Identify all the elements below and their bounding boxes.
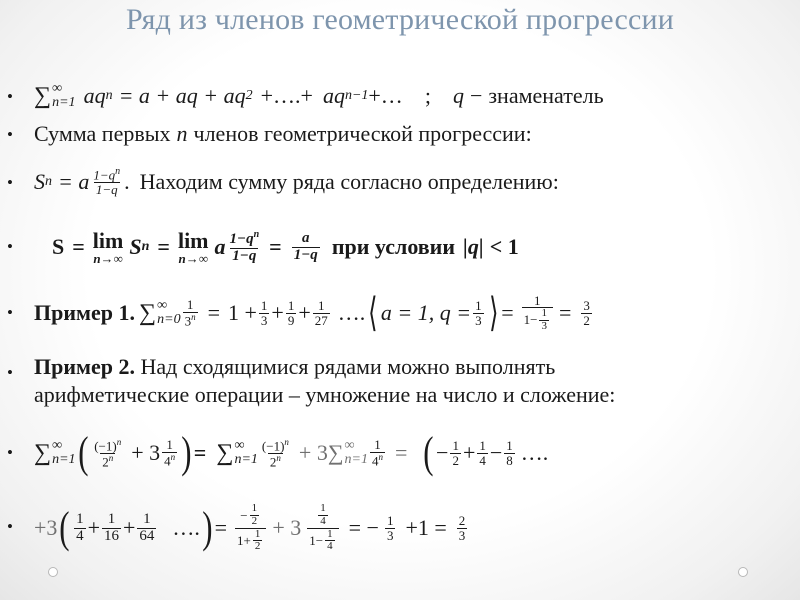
lim: lim bbox=[92, 227, 124, 253]
limit-fraction bbox=[228, 230, 262, 265]
eq-a: = a bbox=[58, 168, 90, 194]
sn-symbol: S bbox=[129, 233, 142, 259]
series-term-exp: n bbox=[105, 88, 113, 104]
den-one-minus: 1− bbox=[309, 532, 324, 548]
num: 1 bbox=[452, 437, 459, 453]
den: 2 bbox=[452, 452, 459, 468]
term-fraction bbox=[183, 298, 198, 328]
num-minus: − bbox=[240, 507, 248, 523]
num: 1 bbox=[320, 502, 326, 515]
sum-limits bbox=[52, 439, 75, 467]
den: 3 bbox=[541, 319, 547, 332]
sum-limits bbox=[157, 299, 180, 327]
plus-3-sum: + 3∑ bbox=[298, 439, 344, 465]
num: 1 bbox=[318, 297, 325, 313]
lim-under: n→∞ bbox=[93, 250, 123, 266]
den-exp: n bbox=[170, 451, 176, 462]
quarter-fraction bbox=[162, 438, 177, 468]
den: 1−q bbox=[293, 246, 318, 263]
dots: …. bbox=[337, 299, 366, 325]
result-fraction bbox=[292, 231, 320, 264]
plus: + bbox=[87, 514, 100, 540]
den: 4 bbox=[164, 453, 171, 469]
semicolon: ; bbox=[424, 82, 431, 108]
formula-row-8 bbox=[0, 498, 800, 558]
third-fraction bbox=[385, 514, 396, 542]
den: 3 bbox=[260, 312, 268, 328]
example-1 bbox=[34, 288, 594, 338]
sum-lower: n=0 bbox=[157, 312, 181, 327]
sn-sub: n bbox=[141, 239, 150, 255]
fraction-1-9 bbox=[286, 299, 297, 327]
num: 1 bbox=[166, 437, 173, 453]
den: 2 bbox=[269, 453, 277, 469]
ellipsis-plus: +….+ bbox=[260, 82, 313, 108]
den-fraction bbox=[325, 529, 335, 553]
left-paren-2: ( bbox=[423, 428, 434, 477]
lead-plus-3: +3 bbox=[34, 514, 58, 540]
fraction-1-27 bbox=[313, 299, 330, 327]
example-2-text-2: арифметические операции – умножение на число и сложение: bbox=[34, 382, 616, 407]
bullet: • bbox=[7, 87, 13, 106]
sum-limits-2 bbox=[234, 439, 257, 467]
half-fraction bbox=[450, 439, 461, 467]
num: 1 bbox=[107, 510, 116, 527]
dots: … bbox=[520, 439, 543, 465]
minus-2: − bbox=[489, 439, 503, 465]
definition-text: Находим сумму ряда согласно определению: bbox=[139, 168, 559, 194]
num: 1−q bbox=[229, 230, 254, 247]
corner-decoration-left bbox=[48, 567, 58, 577]
right-angle: ⟩ bbox=[488, 290, 499, 335]
less-than: < 1 bbox=[489, 233, 519, 259]
den: 4 bbox=[371, 453, 379, 469]
num: 1 bbox=[186, 297, 194, 313]
sum-upper: ∞ bbox=[234, 438, 245, 453]
num: 1 bbox=[251, 502, 258, 515]
general-term-exp: n−1 bbox=[344, 88, 369, 104]
num: 1 bbox=[287, 297, 295, 313]
sum-lower: n=1 bbox=[344, 452, 368, 467]
sum-upper: ∞ bbox=[52, 81, 63, 96]
example-2-text bbox=[34, 353, 615, 409]
complex-fraction-1 bbox=[235, 503, 266, 552]
formula-row-1 bbox=[0, 76, 800, 116]
den: 64 bbox=[139, 527, 155, 544]
minus: − bbox=[436, 439, 449, 465]
series-sum-limit bbox=[52, 222, 519, 272]
sum-lower: n=1 bbox=[52, 452, 76, 467]
den: 2 bbox=[254, 540, 261, 553]
num-exp: n bbox=[284, 436, 289, 447]
text-row-2 bbox=[0, 114, 800, 154]
bullet: • bbox=[7, 517, 13, 536]
bullet: • bbox=[7, 303, 13, 322]
equals: = bbox=[193, 439, 207, 465]
den: 4 bbox=[479, 452, 486, 468]
den: 4 bbox=[76, 527, 84, 544]
num: 1 bbox=[327, 527, 333, 540]
sum-symbol-2: ∑ bbox=[216, 440, 234, 466]
series-sum-split bbox=[34, 425, 548, 481]
den: 2 bbox=[251, 514, 258, 527]
den: 4 bbox=[320, 514, 326, 527]
num: 1 bbox=[541, 307, 547, 320]
lim-2: lim bbox=[177, 227, 209, 253]
num: 1 bbox=[475, 297, 482, 313]
sum-symbol: ∑ bbox=[34, 440, 52, 466]
partial-sum-fraction bbox=[91, 167, 122, 197]
slide-title: Ряд из членов геометрической прогрессии bbox=[125, 3, 675, 36]
formula-row-4 bbox=[0, 222, 800, 272]
num: 3 bbox=[583, 297, 590, 313]
left-angle: ⟨ bbox=[368, 290, 378, 335]
den: 2 bbox=[102, 453, 109, 469]
num-exp: n bbox=[253, 228, 260, 240]
den-exp: n bbox=[378, 451, 383, 462]
dots: …. bbox=[172, 514, 200, 540]
sum-statement bbox=[34, 114, 532, 154]
equals-2: = bbox=[157, 233, 170, 259]
fraction-1-3 bbox=[259, 299, 270, 327]
eighth-fraction bbox=[504, 439, 515, 467]
condition-text: при условии bbox=[331, 233, 456, 259]
sum-upper: ∞ bbox=[157, 298, 168, 313]
equals-3: = bbox=[558, 299, 572, 325]
sum-lower: n=1 bbox=[52, 95, 76, 110]
limit-1 bbox=[92, 227, 124, 266]
num: 2 bbox=[458, 512, 466, 528]
right-paren: ) bbox=[202, 503, 213, 552]
num: a bbox=[302, 229, 310, 246]
den: 8 bbox=[506, 452, 513, 468]
complex-fraction-2 bbox=[307, 503, 338, 552]
dash: − bbox=[469, 82, 483, 108]
series-term: aq bbox=[83, 82, 106, 108]
den: 3 bbox=[184, 313, 192, 329]
example-2-row bbox=[0, 353, 800, 413]
den-exp: n bbox=[191, 311, 196, 322]
sum-limits bbox=[52, 82, 75, 110]
num: 1 bbox=[76, 510, 84, 527]
quarter-fraction-2 bbox=[370, 438, 385, 468]
num: 1 bbox=[254, 527, 261, 540]
den: 4 bbox=[327, 540, 333, 553]
text-part-1: Сумма первых bbox=[34, 120, 171, 146]
bullet: • bbox=[7, 363, 13, 382]
plus: + bbox=[271, 299, 284, 325]
den: 2 bbox=[583, 312, 590, 328]
num: 1 bbox=[374, 437, 381, 453]
equals-3: = bbox=[269, 233, 282, 259]
series-expansion: = a + aq + aq bbox=[118, 82, 246, 108]
equals: = bbox=[72, 233, 85, 259]
n-symbol: n bbox=[176, 120, 188, 146]
plus-2: + bbox=[123, 514, 136, 540]
right-paren: ) bbox=[181, 428, 192, 477]
example-1-row bbox=[0, 288, 800, 338]
equals: = bbox=[207, 299, 220, 325]
final-fraction bbox=[457, 514, 468, 542]
a-q-values: a = 1, q = bbox=[380, 299, 472, 325]
equals: = bbox=[214, 514, 227, 540]
den: 16 bbox=[104, 527, 119, 544]
num-exp: n bbox=[116, 436, 122, 447]
den: 3 bbox=[386, 527, 394, 543]
q-symbol: q bbox=[452, 82, 464, 108]
num: 1 bbox=[534, 292, 541, 308]
dot: . bbox=[542, 439, 549, 465]
sum-fraction bbox=[522, 294, 553, 333]
num-fraction bbox=[318, 503, 328, 527]
example-2-text-1: Над сходящимися рядами можно выполнять bbox=[140, 354, 556, 379]
series-definition bbox=[34, 76, 604, 116]
general-term: aq bbox=[322, 82, 345, 108]
a-symbol: a bbox=[214, 233, 226, 259]
left-paren: ( bbox=[59, 503, 70, 552]
sum-symbol: ∑ bbox=[34, 83, 52, 109]
plus: + bbox=[462, 439, 476, 465]
sn-symbol: S bbox=[34, 168, 45, 194]
example-2-result bbox=[34, 498, 469, 558]
alt-fraction-2 bbox=[260, 438, 291, 469]
text-part-2: членов геометрической прогрессии: bbox=[193, 120, 532, 146]
den-exp: n bbox=[108, 452, 114, 463]
den: 3 bbox=[475, 312, 482, 328]
den-one: 1− bbox=[523, 312, 538, 328]
left-paren: ( bbox=[77, 428, 89, 477]
num-exp: n bbox=[115, 166, 121, 178]
num: 1−q bbox=[93, 167, 116, 183]
plus-3: + 3 bbox=[131, 439, 161, 465]
num: 1 bbox=[260, 297, 268, 313]
bullet: • bbox=[7, 237, 13, 256]
formula-row-7 bbox=[0, 425, 800, 481]
equals-2: = bbox=[394, 439, 408, 465]
num: (−1) bbox=[94, 437, 117, 453]
period: . bbox=[124, 168, 130, 194]
bullet: • bbox=[7, 173, 13, 192]
ratio-word: знаменатель bbox=[488, 82, 604, 108]
equals-2: = bbox=[501, 299, 514, 325]
s-symbol: S bbox=[52, 233, 65, 259]
num: (−1) bbox=[261, 437, 285, 453]
sum-upper: ∞ bbox=[52, 438, 63, 453]
example-2-label: Пример 2. bbox=[34, 354, 136, 379]
num: 1 bbox=[143, 510, 151, 527]
den-fraction bbox=[539, 308, 549, 332]
sum-lower: n=1 bbox=[234, 452, 258, 467]
corner-decoration-right bbox=[738, 567, 748, 577]
den: 27 bbox=[314, 312, 328, 328]
alt-fraction bbox=[92, 438, 123, 469]
den-fraction bbox=[253, 529, 263, 553]
example-1-label: Пример 1. bbox=[34, 299, 136, 325]
plus-3: + 3 bbox=[272, 514, 302, 540]
formula-row-3 bbox=[0, 162, 800, 202]
limit-2 bbox=[177, 227, 209, 266]
sum-symbol: ∑ bbox=[139, 300, 157, 326]
den: 9 bbox=[287, 312, 295, 328]
answer-fraction bbox=[581, 299, 592, 327]
num-fraction bbox=[250, 503, 260, 527]
q-fraction bbox=[473, 299, 484, 327]
partial-sum-formula bbox=[34, 162, 559, 202]
sum-upper: ∞ bbox=[344, 438, 355, 453]
one-plus: 1 + bbox=[228, 299, 257, 325]
plus-one-equals: +1 = bbox=[405, 514, 447, 540]
quarter-fraction-3 bbox=[477, 439, 488, 467]
bullet: • bbox=[7, 125, 13, 144]
plus-2: + bbox=[298, 299, 311, 325]
den: 3 bbox=[458, 527, 466, 543]
tail: +… bbox=[368, 82, 403, 108]
fraction-1-64 bbox=[137, 512, 156, 545]
sum-limits-3 bbox=[345, 439, 368, 467]
lim-under-2: n→∞ bbox=[178, 250, 208, 266]
den: 1−q bbox=[95, 182, 118, 198]
den: 1−q bbox=[232, 247, 257, 264]
fraction-1-4 bbox=[74, 512, 86, 545]
abs-q: |q| bbox=[463, 233, 484, 259]
num: 1 bbox=[386, 512, 394, 528]
den-exp: n bbox=[276, 452, 281, 463]
den-one-plus: 1+ bbox=[237, 532, 251, 548]
num: 1 bbox=[506, 437, 513, 453]
bullet: • bbox=[7, 443, 13, 462]
equals-minus: = − bbox=[348, 514, 379, 540]
sn-sub: n bbox=[45, 174, 52, 190]
square-exp: 2 bbox=[245, 88, 253, 104]
fraction-1-16 bbox=[102, 512, 121, 545]
num: 1 bbox=[479, 437, 486, 453]
